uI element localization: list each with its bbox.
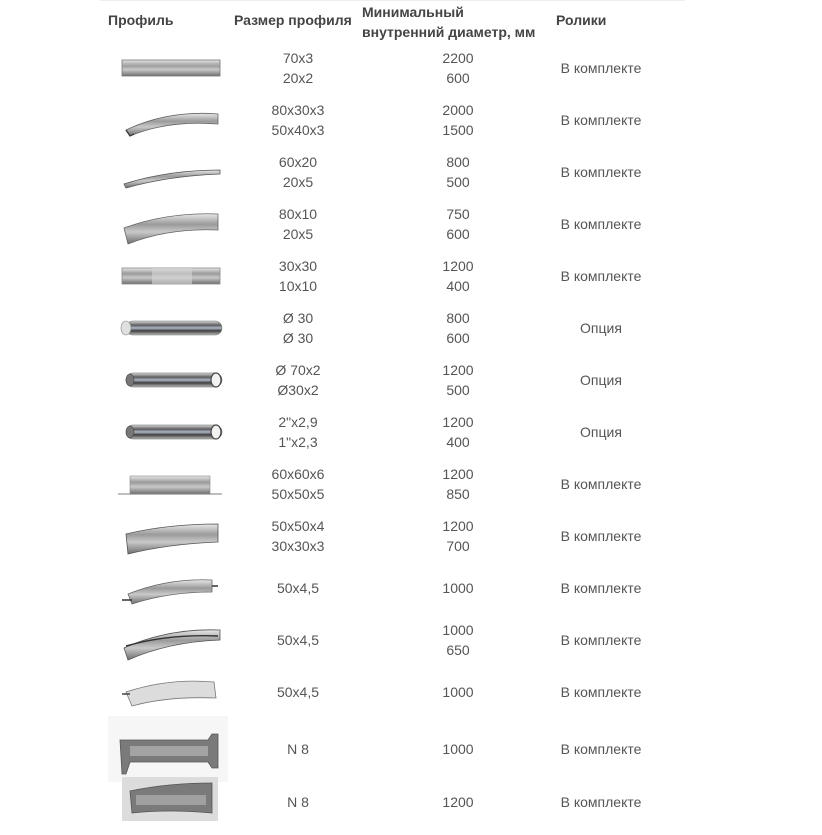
size-value: Ø 30 bbox=[282, 310, 314, 326]
rollers-value: В комплекте bbox=[560, 632, 642, 648]
size-value: 30х30 bbox=[278, 258, 318, 274]
size-cell bbox=[238, 250, 358, 302]
size-value: 70х3 bbox=[282, 50, 314, 66]
rollers-cell bbox=[540, 250, 662, 302]
rollers-cell bbox=[540, 302, 662, 354]
size-value: 1"х2,3 bbox=[278, 434, 318, 450]
angle-leg-out-profile-icon bbox=[108, 564, 228, 612]
profile-image-cell bbox=[108, 250, 228, 302]
header-profile: Профиль bbox=[108, 12, 174, 28]
size-value: 20х5 bbox=[282, 174, 314, 190]
size-cell bbox=[238, 510, 358, 562]
flat-bar-wide-profile-icon bbox=[108, 200, 228, 248]
header-rollers: Ролики bbox=[556, 12, 607, 28]
header-size: Размер профиля bbox=[234, 12, 352, 28]
rollers-value: В комплекте bbox=[560, 794, 642, 810]
diameter-cell bbox=[398, 510, 518, 562]
diameter-cell bbox=[398, 354, 518, 406]
size-cell bbox=[238, 198, 358, 250]
size-cell bbox=[238, 776, 358, 828]
table-row bbox=[0, 42, 822, 94]
rollers-cell bbox=[540, 458, 662, 510]
diameter-value: 500 bbox=[446, 174, 470, 190]
diameter-cell bbox=[398, 666, 518, 718]
table-row bbox=[0, 198, 822, 250]
diameter-value: 1000 bbox=[442, 684, 474, 700]
angle-light-profile-icon bbox=[108, 668, 228, 716]
size-value: 60х60х6 bbox=[271, 466, 325, 482]
diameter-cell bbox=[398, 42, 518, 94]
rollers-cell bbox=[540, 562, 662, 614]
rollers-value: В комплекте bbox=[560, 268, 642, 284]
diameter-value: 1000 bbox=[442, 580, 474, 596]
flat-bar-profile-icon bbox=[108, 44, 228, 92]
rollers-cell bbox=[540, 510, 662, 562]
table-row bbox=[0, 666, 822, 718]
profile-image-cell bbox=[108, 302, 228, 354]
profile-image-cell bbox=[108, 458, 228, 510]
header-min-diameter: Минимальный внутренний диаметр, мм bbox=[362, 4, 536, 40]
diameter-cell bbox=[398, 458, 518, 510]
i-beam-profile-icon bbox=[108, 769, 228, 835]
diameter-cell bbox=[398, 146, 518, 198]
profile-image-cell bbox=[108, 666, 228, 718]
diameter-cell bbox=[398, 562, 518, 614]
size-value: 50х4,5 bbox=[276, 632, 320, 648]
table-row bbox=[0, 146, 822, 198]
rollers-value: В комплекте bbox=[560, 684, 642, 700]
size-value: 50х50х4 bbox=[271, 518, 325, 534]
rollers-cell bbox=[540, 406, 662, 458]
flat-bar-edge-profile-icon bbox=[108, 148, 228, 196]
profile-image-cell bbox=[108, 562, 228, 614]
diameter-value: 800 bbox=[446, 310, 470, 326]
size-cell bbox=[238, 562, 358, 614]
size-cell bbox=[238, 354, 358, 406]
diameter-value: 650 bbox=[446, 642, 470, 658]
diameter-value: 400 bbox=[446, 278, 470, 294]
rollers-value: В комплекте bbox=[560, 741, 642, 757]
rollers-cell bbox=[540, 716, 662, 782]
rollers-value: В комплекте bbox=[560, 164, 642, 180]
diameter-value: 2200 bbox=[442, 50, 474, 66]
rollers-cell bbox=[540, 94, 662, 146]
table-row bbox=[0, 562, 822, 614]
profile-image-cell bbox=[108, 42, 228, 94]
rollers-value: В комплекте bbox=[560, 60, 642, 76]
diameter-value: 1500 bbox=[442, 122, 474, 138]
diameter-value: 2000 bbox=[442, 102, 474, 118]
rollers-value: Опция bbox=[580, 424, 622, 440]
size-value: Ø 30 bbox=[282, 330, 314, 346]
diameter-value: 1200 bbox=[442, 466, 474, 482]
diameter-cell bbox=[398, 406, 518, 458]
size-cell bbox=[238, 302, 358, 354]
diameter-value: 1200 bbox=[442, 414, 474, 430]
rollers-value: В комплекте bbox=[560, 216, 642, 232]
profile-image-cell bbox=[108, 776, 228, 828]
diameter-value: 1000 bbox=[442, 741, 474, 757]
diameter-value: 850 bbox=[446, 486, 470, 502]
profile-image-cell bbox=[108, 354, 228, 406]
diameter-value: 1200 bbox=[442, 258, 474, 274]
diameter-cell bbox=[398, 302, 518, 354]
rollers-value: В комплекте bbox=[560, 580, 642, 596]
angle-profile-icon bbox=[108, 512, 228, 560]
diameter-value: 600 bbox=[446, 70, 470, 86]
rollers-value: В комплекте bbox=[560, 112, 642, 128]
size-cell bbox=[238, 146, 358, 198]
size-value: 80х10 bbox=[278, 206, 318, 222]
table-row bbox=[0, 510, 822, 562]
rollers-value: В комплекте bbox=[560, 528, 642, 544]
size-cell bbox=[238, 406, 358, 458]
top-divider bbox=[100, 0, 685, 1]
size-cell bbox=[238, 94, 358, 146]
size-cell bbox=[238, 458, 358, 510]
square-bar-profile-icon bbox=[108, 252, 228, 300]
size-value: Ø 70х2 bbox=[275, 362, 321, 378]
table-row bbox=[0, 250, 822, 302]
round-tube-profile-icon bbox=[108, 356, 228, 404]
size-value: 2"х2,9 bbox=[278, 414, 318, 430]
diameter-cell bbox=[398, 198, 518, 250]
size-value: 50х4,5 bbox=[276, 684, 320, 700]
table-row bbox=[0, 94, 822, 146]
diameter-cell bbox=[398, 250, 518, 302]
profile-image-cell bbox=[108, 94, 228, 146]
table-row bbox=[0, 302, 822, 354]
profile-image-cell bbox=[108, 146, 228, 198]
size-value: Ø30х2 bbox=[277, 382, 319, 398]
rollers-cell bbox=[540, 666, 662, 718]
diameter-value: 800 bbox=[446, 154, 470, 170]
diameter-value: 750 bbox=[446, 206, 470, 222]
size-value: 50х50х5 bbox=[271, 486, 325, 502]
t-bar-profile-icon bbox=[108, 460, 228, 508]
diameter-value: 600 bbox=[446, 330, 470, 346]
table-row bbox=[0, 614, 822, 666]
rollers-cell bbox=[540, 354, 662, 406]
diameter-cell bbox=[398, 94, 518, 146]
size-value: 50х40х3 bbox=[271, 122, 325, 138]
angle-leg-in-profile-icon bbox=[108, 616, 228, 664]
table-row bbox=[0, 776, 822, 828]
rollers-cell bbox=[540, 614, 662, 666]
rollers-value: В комплекте bbox=[560, 476, 642, 492]
size-cell bbox=[238, 716, 358, 782]
profile-image-cell bbox=[108, 510, 228, 562]
size-value: 80х30х3 bbox=[271, 102, 325, 118]
diameter-value: 700 bbox=[446, 538, 470, 554]
diameter-value: 1000 bbox=[442, 622, 474, 638]
table-row bbox=[0, 458, 822, 510]
table-row bbox=[0, 354, 822, 406]
diameter-value: 500 bbox=[446, 382, 470, 398]
diameter-value: 1200 bbox=[442, 362, 474, 378]
diameter-cell bbox=[398, 776, 518, 828]
rollers-value: Опция bbox=[580, 320, 622, 336]
diameter-cell bbox=[398, 614, 518, 666]
table-row bbox=[0, 406, 822, 458]
diameter-value: 400 bbox=[446, 434, 470, 450]
size-value: 60х20 bbox=[278, 154, 318, 170]
size-cell bbox=[238, 614, 358, 666]
rollers-cell bbox=[540, 198, 662, 250]
diameter-value: 1200 bbox=[442, 794, 474, 810]
size-value: N 8 bbox=[287, 741, 309, 757]
size-value: 10х10 bbox=[278, 278, 318, 294]
profile-image-cell bbox=[108, 198, 228, 250]
size-cell bbox=[238, 666, 358, 718]
diameter-value: 600 bbox=[446, 226, 470, 242]
pipe-profile-icon bbox=[108, 408, 228, 456]
rollers-cell bbox=[540, 776, 662, 828]
size-value: N 8 bbox=[287, 794, 309, 810]
size-value: 20х2 bbox=[282, 70, 314, 86]
size-value: 30х30х3 bbox=[271, 538, 325, 554]
profile-image-cell bbox=[108, 614, 228, 666]
round-bar-profile-icon bbox=[108, 304, 228, 352]
rollers-cell bbox=[540, 146, 662, 198]
rollers-value: Опция bbox=[580, 372, 622, 388]
diameter-value: 1200 bbox=[442, 518, 474, 534]
size-value: 20х5 bbox=[282, 226, 314, 242]
size-cell bbox=[238, 42, 358, 94]
profile-image-cell bbox=[108, 406, 228, 458]
diameter-cell bbox=[398, 716, 518, 782]
size-value: 50х4,5 bbox=[276, 580, 320, 596]
rectangular-tube-profile-icon bbox=[108, 96, 228, 144]
rollers-cell bbox=[540, 42, 662, 94]
